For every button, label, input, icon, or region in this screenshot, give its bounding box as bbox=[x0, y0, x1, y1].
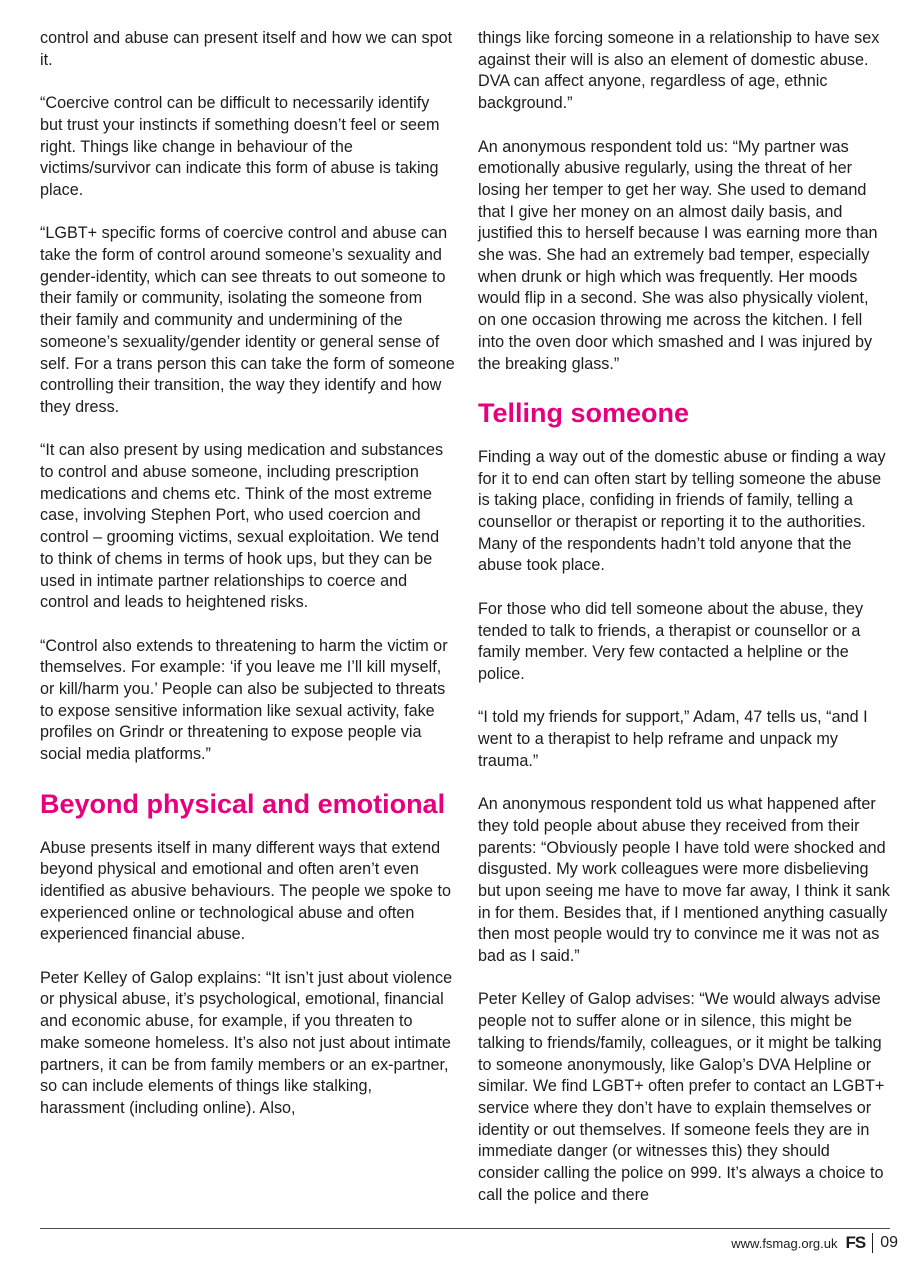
footer-divider bbox=[40, 1228, 890, 1229]
paragraph: “Control also extends to threatening to harm the victim or themselves. For example: ‘if you leave me I’ll kill myself, or kill/harm you.’ People can also be subjected to threats to expose sensitive information like sexual activity, fake profiles on Grindr or threatening to expose people via social media platforms.” bbox=[40, 636, 448, 764]
right-column bbox=[478, 28, 890, 1228]
paragraph: things like forcing someone in a relationship to have sex against their will is also an element of domestic abuse. DVA can affect anyone, regardless of age, ethnic background.” bbox=[478, 29, 880, 113]
left-column bbox=[40, 28, 455, 1141]
paragraph: Finding a way out of the domestic abuse or finding a way for it to end can often start by telling someone the abuse is taking place, confiding in friends of family, telling a counsellor or therapist or reporting it to the authorities. Many of the respondents hadn’t told anyone that the abuse took place. bbox=[478, 447, 886, 575]
paragraph: An anonymous respondent told us: “My partner was emotionally abusive regularly, using the threat of her losing her temper to get her way. She used to demand that I give her money on an almost daily basis, and justified this to herself because I was earning more than she was. She had an extremely bad temper, especially when drunk or high which was frequently. Her moods would flip in a second. She was also physically violent, on one occasion throwing me across the kitchen. I fell into the oven door which smashed and I was injured by the breaking glass.” bbox=[478, 137, 878, 373]
paragraph: “LGBT+ specific forms of coercive control and abuse can take the form of control around someone’s sexuality and gender-identity, which can see threats to out someone to their family or community, isolating the someone from their family and community and undermining of the someone’s sexuality/gender identity or general sense of self. For a trans person this can take the form of someone controlling their transition, the way they identify and how they dress. bbox=[40, 224, 455, 416]
paragraph: An anonymous respondent told us what happened after they told people about abuse they received from their parents: “Obviously people I have told were shocked and disgusted. My work colleagues were more disbelieving but upon seeing me have to move far away, I think it sank in for them. Besides that, if I mentioned anything casually then most people would try to convince me it was not as bad as I said.” bbox=[478, 795, 890, 966]
paragraph: control and abuse can present itself and how we can spot it. bbox=[40, 29, 453, 69]
footer-separator bbox=[872, 1233, 873, 1253]
paragraph: Peter Kelley of Galop advises: “We would always advise people not to suffer alone or in silence, this might be talking to friends/family, colleagues, or it might be talking to someone anonymously, like Galop’s DVA Helpline or similar. We find LGBT+ often prefer to contact an LGBT+ service where they don’t have to explain themselves or identity or out themselves. If someone feels they are in immediate danger (or witnesses this) they should consider calling the police on 999. It’s always a choice to call the police and there bbox=[478, 990, 885, 1204]
section-heading: Beyond physical and emotional bbox=[40, 788, 446, 819]
paragraph: “It can also present by using medication and substances to control and abuse someone, including prescription medications and chems etc. Think of the most extreme case, involving Stephen Port, who used coercion and control – grooming victims, sexual exploitation. We tend to think of chems in terms of hook ups, but they can be used in intimate partner relationships to coerce and control and leads to heightened risks. bbox=[40, 441, 444, 612]
fs-logo: FS bbox=[845, 1233, 866, 1252]
page-number: 09 bbox=[880, 1234, 898, 1251]
section-heading: Telling someone bbox=[478, 397, 690, 428]
paragraph: Peter Kelley of Galop explains: “It isn’t just about violence or physical abuse, it’s psychological, emotional, financial and economic abuse, for example, if you threaten to make someone homeless. It’s also not just about intimate partners, it can be from family members or an ex-partner, so can include elements of things like stalking, harassment (including online). Also, bbox=[40, 968, 453, 1117]
website-url[interactable]: www.fsmag.org.uk bbox=[731, 1235, 838, 1251]
paragraph: “Coercive control can be difficult to necessarily identify but trust your instincts if something doesn’t feel or seem right. Things like change in behaviour of the victims/survivor can indicate this form of abuse is taking place. bbox=[40, 94, 440, 199]
paragraph: For those who did tell someone about the abuse, they tended to talk to friends, a therapist or counsellor or a family member. Very few contacted a helpline or the police. bbox=[478, 599, 864, 683]
paragraph: Abuse presents itself in many different ways that extend beyond physical and emotional and often aren’t even identified as abusive behaviours. The people we spoke to experienced online or technological abuse and often experienced financial abuse. bbox=[40, 838, 451, 944]
paragraph: “I told my friends for support,” Adam, 47 tells us, “and I went to a therapist to help reframe and unpack my trauma.” bbox=[478, 708, 868, 770]
page-footer bbox=[731, 1232, 898, 1254]
